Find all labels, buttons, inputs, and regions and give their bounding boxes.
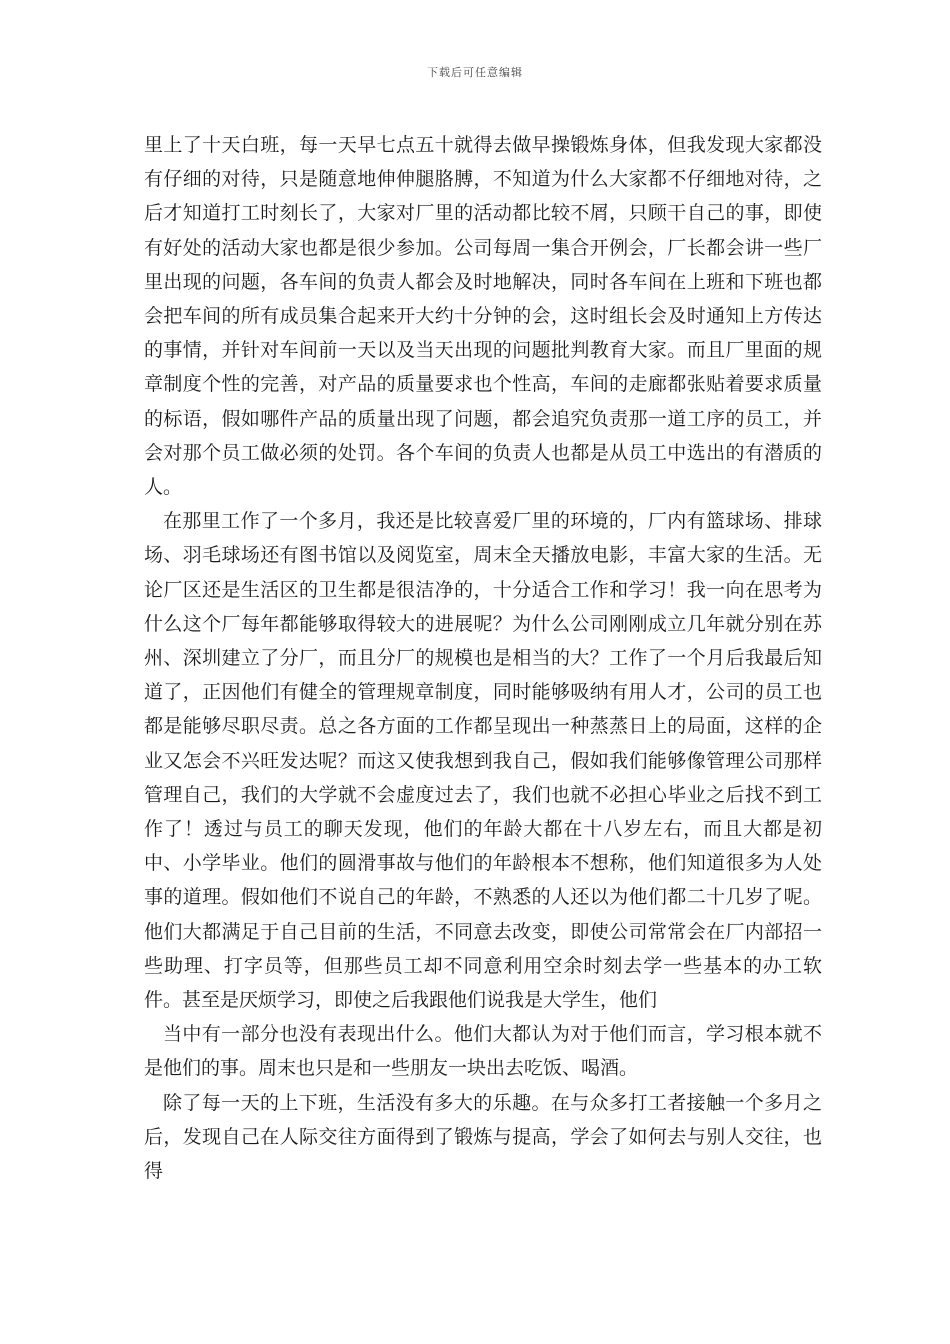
document-body	[144, 128, 822, 1188]
paragraph-4: 除了每一天的上下班，生活没有多大的乐趣。在与众多打工者接触一个多月之后，发现自己在人际交往方面得到了锻炼与提高，学会了如何去与别人交往，也得	[144, 1091, 822, 1183]
page-header: 下载后可任意编辑	[427, 66, 523, 79]
paragraph-1: 里上了十天白班，每一天早七点五十就得去做早操锻炼身体，但我发现大家都没有仔细的对待，只是随意地伸伸腿胳膊，不知道为什么大家都不仔细地对待，之后才知道打工时刻长了，大家对厂里的活动都比较不屑，只顾干自己的事，即使有好处的活动大家也都是很少参加。公司每周一集合开例会，厂长都会讲一些厂里出现的问题，各车间的负责人都会及时地解决，同时各车间在上班和下班也都会把车间的所有成员集合起来开大约十分钟的会，这时组长会及时通知上方传达的事情，并针对车间前一天以及当天出现的问题批判教育大家。而且厂里面的规章制度个性的完善，对产品的质量要求也个性高，车间的走廊都张贴着要求质量的标语，假如哪件产品的质量出现了问题，都会追究负责那一道工序的员工，并会对那个员工做必须的处罚。各个车间的负责人也都是从员工中选出的有潜质的人。	[144, 134, 822, 499]
paragraph-3: 当中有一部分也没有表现出什么。他们大都认为对于他们而言，学习根本就不是他们的事。周末也只是和一些朋友一块出去吃饭、喝酒。	[144, 1023, 822, 1080]
paragraph-2: 在那里工作了一个多月，我还是比较喜爱厂里的环境的，厂内有篮球场、排球场、羽毛球场还有图书馆以及阅览室，周末全天播放电影，丰富大家的生活。无论厂区还是生活区的卫生都是很洁净的，十分适合工作和学习！我一向在思考为什么这个厂每年都能够取得较大的进展呢？为什么公司刚刚成立几年就分别在苏州、深圳建立了分厂，而且分厂的规模也是相当的大？工作了一个月后我最后知道了，正因他们有健全的管理规章制度，同时能够吸纳有用人才，公司的员工也都是能够尽职尽责。总之各方面的工作都呈现出一种蒸蒸日上的局面，这样的企业又怎会不兴旺发达呢？而这又使我想到我自己，假如我们能够像管理公司那样管理自己，我们的大学就不会虚度过去了，我们也就不必担心毕业之后找不到工作了！透过与员工的聊天发现，他们的年龄大都在十八岁左右，而且大都是初中、小学毕业。他们的圆滑事故与他们的年龄根本不想称，他们知道很多为人处事的道理。假如他们不说自己的年龄，不熟悉的人还以为他们都二十几岁了呢。他们大都满足于自己目前的生活，不同意去改变，即使公司常常会在厂内部招一些助理、打字员等，但那些员工却不同意利用空余时刻去学一些基本的办工软件。甚至是厌烦学习，即使之后我跟他们说我是大学生，他们	[144, 510, 822, 1012]
